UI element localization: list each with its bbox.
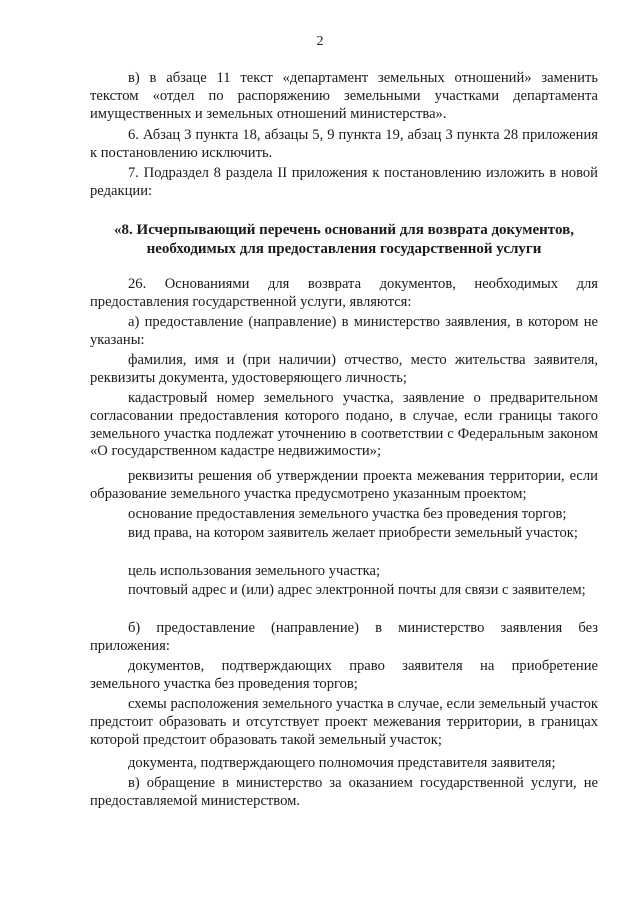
paragraph-survey-decision: реквизиты решения об утверждении проекта межевания территории, если образование земельного участка предусмотрено указанным проектом; bbox=[90, 468, 598, 502]
paragraph-item-26: 26. Основаниями для возврата документов, необходимых для предоставления государственной услуги, являются: bbox=[90, 276, 598, 310]
paragraph-authority-doc: документа, подтверждающего полномочия представителя заявителя; bbox=[128, 755, 556, 771]
page-number: 2 bbox=[316, 34, 324, 49]
paragraph-cadastral: кадастровый номер земельного участка, заявление о предварительном согласовании предоставления которого подано, в случае, если границы такого земельного участка подлежат уточнению в соответствии с Федеральным законом «О государственном кадастре недвижимости»; bbox=[90, 390, 598, 460]
paragraph-item-7: 7. Подраздел 8 раздела II приложения к постановлению изложить в новой редакции: bbox=[90, 165, 598, 199]
paragraph-layout-scheme: схемы расположения земельного участка в случае, если земельный участок предстоит образовать и отсутствует проект межевания территории, в границах которой предстоит образовать такой земельный участок; bbox=[90, 696, 598, 748]
paragraph-abzac-11: в) в абзаце 11 текст «департамент земельных отношений» заменить текстом «отдел по распоряжению земельными участками департамента имущественных и земельных отношений министерства». bbox=[90, 70, 598, 122]
paragraph-sub-b: б) предоставление (направление) в министерство заявления без приложения: bbox=[90, 620, 598, 654]
paragraph-sub-a: а) предоставление (направление) в министерство заявления, в котором не указаны: bbox=[90, 314, 598, 348]
paragraph-basis: основание предоставления земельного участка без проведения торгов; bbox=[128, 506, 567, 522]
paragraph-item-6: 6. Абзац 3 пункта 18, абзацы 5, 9 пункта 19, абзац 3 пункта 28 приложения к постановлению исключить. bbox=[90, 127, 598, 161]
paragraph-documents: документов, подтверждающих право заявителя на приобретение земельного участка без проведения торгов; bbox=[90, 658, 598, 692]
paragraph-address: почтовый адрес и (или) адрес электронной почты для связи с заявителем; bbox=[128, 582, 586, 598]
paragraph-purpose: цель использования земельного участка; bbox=[128, 563, 381, 579]
section-heading: «8. Исчерпывающий перечень оснований для возврата документов, необходимых для предоставления государственной услуги bbox=[114, 222, 574, 257]
paragraph-right-type: вид права, на котором заявитель желает приобрести земельный участок; bbox=[128, 525, 578, 541]
paragraph-fio: фамилия, имя и (при наличии) отчество, место жительства заявителя, реквизиты документа, удостоверяющего личность; bbox=[90, 352, 598, 386]
paragraph-sub-v: в) обращение в министерство за оказанием государственной услуги, не предоставляемой министерством. bbox=[90, 775, 598, 809]
